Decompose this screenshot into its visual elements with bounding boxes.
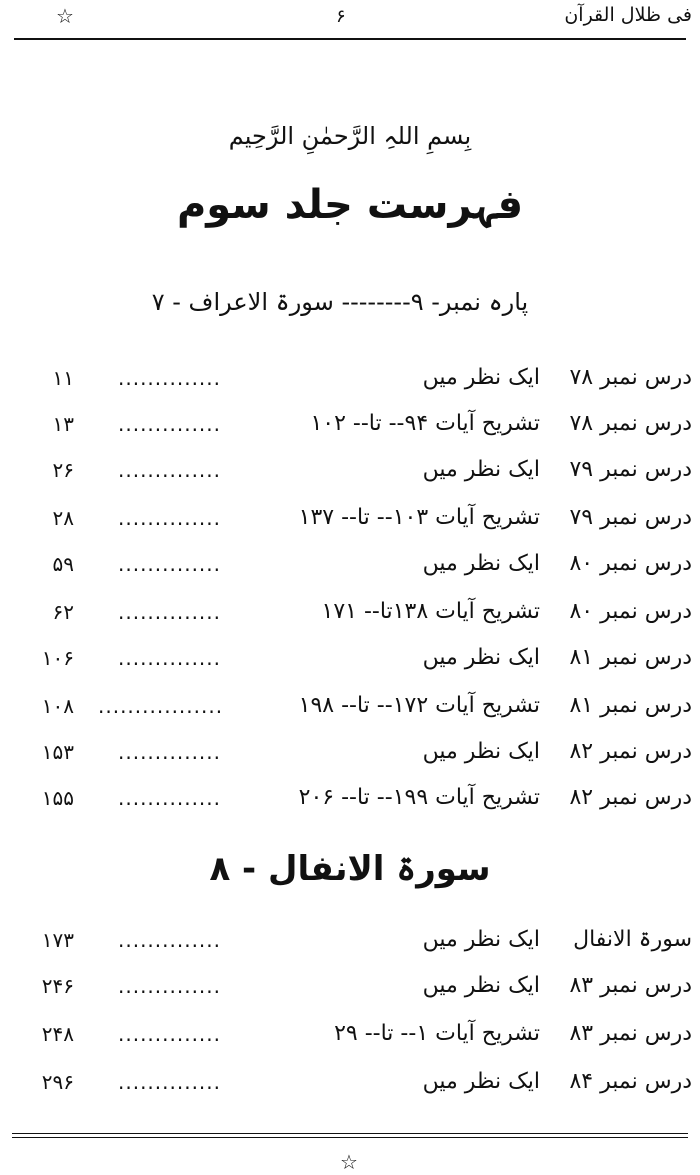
toc-lesson: درس نمبر ۸۲ [569, 785, 692, 810]
star-icon: ☆ [56, 4, 74, 28]
toc-leader-dots: .............. [118, 740, 222, 764]
toc-row [0, 542, 700, 586]
toc-topic: تشریح آیات ۱۰۳-- تا-- ۱۳۷ [298, 505, 540, 530]
toc-row [0, 496, 700, 540]
toc-lesson: سورۃ الانفال [573, 927, 692, 952]
toc-leader-dots: .............. [118, 1070, 222, 1094]
toc-leader-dots: .............. [118, 412, 222, 436]
footer-divider [12, 1133, 688, 1134]
toc-topic: ایک نظر میں [422, 927, 540, 952]
toc-topic: ایک نظر میں [422, 739, 540, 764]
toc-page-number: ۱۰۸ [41, 694, 74, 718]
toc-lesson: درس نمبر ۸۱ [569, 645, 692, 670]
toc-page-number: ۱۷۳ [41, 928, 74, 952]
toc-row [0, 1060, 700, 1104]
page-title: فہرست جلد سوم [176, 182, 524, 228]
toc-lesson: درس نمبر ۷۸ [569, 411, 692, 436]
toc-page-number: ۲۶ [52, 458, 74, 482]
toc-topic: تشریح آیات ۱۹۹-- تا-- ۲۰۶ [298, 785, 540, 810]
toc-row [0, 402, 700, 446]
toc-row [0, 964, 700, 1008]
toc-lesson: درس نمبر ۸۱ [569, 693, 692, 718]
footer-divider [12, 1137, 688, 1138]
toc-leader-dots: .............. [118, 600, 222, 624]
toc-lesson: درس نمبر ۸۳ [569, 1021, 692, 1046]
toc-leader-dots: .............. [118, 646, 222, 670]
toc-leader-dots: .............. [118, 974, 222, 998]
toc-topic: ایک نظر میں [422, 551, 540, 576]
page-number: ۶ [336, 6, 346, 27]
toc-leader-dots: .............. [118, 366, 222, 390]
toc-page-number: ۲۴۸ [41, 1022, 74, 1046]
toc-topic: ایک نظر میں [422, 457, 540, 482]
toc-lesson: درس نمبر ۸۰ [569, 599, 692, 624]
toc-page-number: ۲۹۶ [41, 1070, 74, 1094]
bismillah: بِسمِ اللہِ الرَّحمٰنِ الرَّحِیم [228, 122, 472, 150]
toc-leader-dots: .............. [118, 1022, 222, 1046]
section-heading-al-araf: پارہ نمبر- ۹-------- سورۃ الاعراف - ۷ [151, 288, 529, 316]
toc-leader-dots: .............. [118, 458, 222, 482]
toc-row [0, 776, 700, 820]
toc-row [0, 590, 700, 634]
toc-page-number: ۲۸ [52, 506, 74, 530]
toc-leader-dots: .............. [118, 506, 222, 530]
toc-row [0, 636, 700, 680]
toc-page-number: ۱۳ [52, 412, 74, 436]
toc-page-number: ۱۵۳ [41, 740, 74, 764]
star-icon: ☆ [340, 1150, 358, 1174]
toc-row [0, 684, 700, 728]
toc-leader-dots: ................. [98, 694, 224, 718]
toc-lesson: درس نمبر ۷۹ [569, 457, 692, 482]
toc-topic: ایک نظر میں [422, 645, 540, 670]
toc-page-number: ۲۴۶ [41, 974, 74, 998]
toc-topic: تشریح آیات ۱۳۸تا-- ۱۷۱ [321, 599, 540, 624]
toc-topic: تشریح آیات ۱-- تا-- ۲۹ [334, 1021, 540, 1046]
toc-leader-dots: .............. [118, 786, 222, 810]
section-heading-al-anfal: سورۃ الانفال - ۸ [209, 849, 491, 889]
toc-row [0, 1012, 700, 1056]
toc-lesson: درس نمبر ۸۴ [569, 1069, 692, 1094]
toc-page-number: ۱۱ [52, 366, 74, 390]
toc-row [0, 730, 700, 774]
toc-lesson: درس نمبر ۸۲ [569, 739, 692, 764]
toc-page-number: ۱۵۵ [41, 786, 74, 810]
toc-topic: تشریح آیات ۹۴-- تا-- ۱۰۲ [310, 411, 540, 436]
toc-page-number: ۵۹ [52, 552, 74, 576]
toc-lesson: درس نمبر ۸۳ [569, 973, 692, 998]
toc-leader-dots: .............. [118, 552, 222, 576]
toc-leader-dots: .............. [118, 928, 222, 952]
toc-lesson: درس نمبر ۷۹ [569, 505, 692, 530]
toc-topic: ایک نظر میں [422, 1069, 540, 1094]
toc-row [0, 356, 700, 400]
toc-topic: ایک نظر میں [422, 365, 540, 390]
toc-topic: تشریح آیات ۱۷۲-- تا-- ۱۹۸ [298, 693, 540, 718]
toc-page-number: ۶۲ [52, 600, 74, 624]
running-book-title: فی ظلال القرآن [564, 4, 692, 26]
toc-topic: ایک نظر میں [422, 973, 540, 998]
toc-lesson: درس نمبر ۷۸ [569, 365, 692, 390]
toc-page-number: ۱۰۶ [41, 646, 74, 670]
toc-row [0, 918, 700, 962]
header-divider [14, 38, 686, 40]
toc-row [0, 448, 700, 492]
toc-lesson: درس نمبر ۸۰ [569, 551, 692, 576]
